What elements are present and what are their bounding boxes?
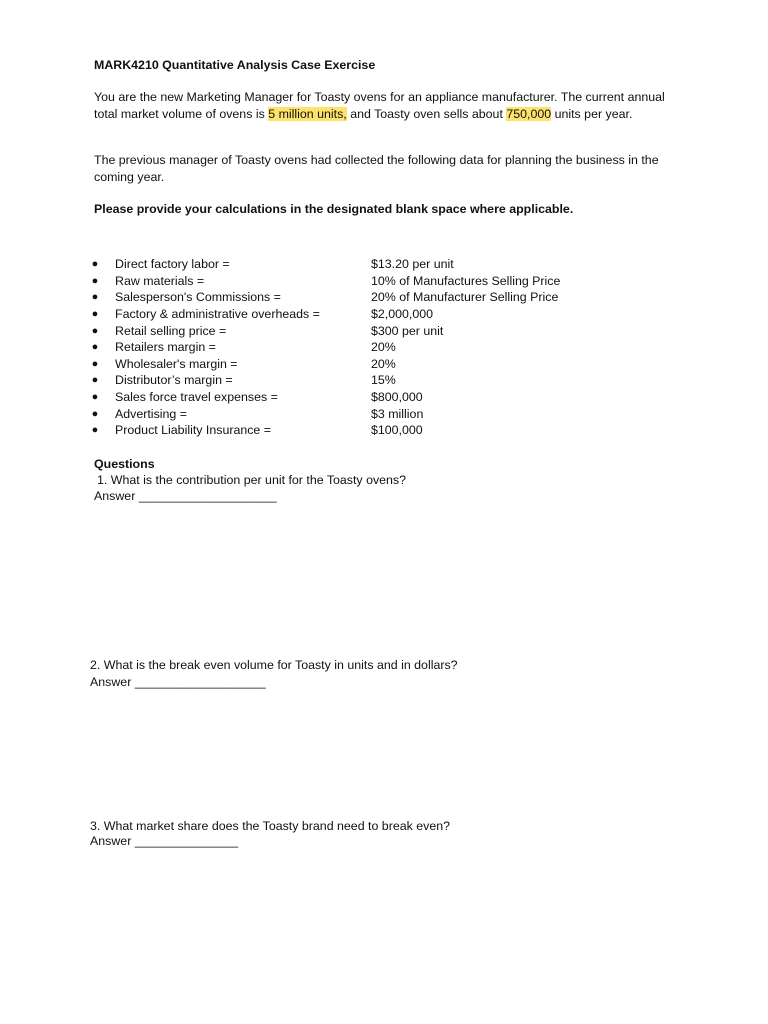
fact-label: Advertising =: [115, 406, 187, 421]
bullet-icon: ●: [91, 324, 99, 337]
list-item: [90, 389, 610, 406]
fact-label: Wholesaler's margin =: [115, 356, 238, 371]
highlight-annual-sales: 750,000: [506, 106, 552, 121]
highlight-market-volume: 5 million units,: [268, 106, 347, 121]
instruction-text: Please provide your calculations in the designated blank space where applicable.: [94, 202, 574, 216]
bullet-icon: ●: [91, 341, 99, 354]
fact-value: 20%: [371, 356, 396, 371]
intro-text-1: You are the new Marketing Manager for Toasty ovens for an appliance manufacturer. The current annual total market volume of ovens is: [94, 90, 665, 121]
list-item: [90, 356, 610, 373]
fact-value: 20%: [371, 340, 396, 355]
fact-label: Direct factory labor =: [115, 257, 230, 271]
list-item: [90, 372, 610, 389]
list-item: [90, 406, 610, 423]
question-2-answer-line[interactable]: Answer ___________________: [90, 675, 266, 689]
fact-label: Retailers margin =: [115, 340, 216, 355]
fact-label: Salesperson's Commissions =: [115, 290, 281, 305]
bullet-icon: ●: [91, 391, 99, 404]
fact-label: Factory & administrative overheads =: [115, 306, 320, 321]
fact-value: $2,000,000: [371, 306, 434, 321]
fact-value: $3 million: [371, 406, 424, 421]
list-item: [90, 289, 610, 306]
fact-label: Sales force travel expenses =: [115, 390, 278, 405]
fact-label: Raw materials =: [115, 273, 205, 288]
list-item: [90, 422, 610, 439]
list-item: [90, 339, 610, 356]
fact-label: Retail selling price =: [115, 323, 227, 338]
planning-data-list: [90, 256, 610, 439]
intro-text-2: and Toasty oven sells about: [346, 106, 507, 121]
intro-paragraph: [94, 89, 684, 122]
intro-text-3: units per year.: [551, 106, 633, 121]
document-title: MARK4210 Quantitative Analysis Case Exercise: [94, 58, 376, 72]
list-item: [90, 256, 610, 273]
bullet-icon: ●: [91, 424, 99, 437]
questions-heading: Questions: [94, 457, 155, 471]
question-1-text: 1. What is the contribution per unit for the Toasty ovens?: [97, 473, 407, 487]
bullet-icon: ●: [91, 357, 99, 370]
fact-value: $13.20 per unit: [371, 257, 454, 271]
bullet-icon: ●: [91, 407, 99, 420]
fact-value: 10% of Manufactures Selling Price: [371, 273, 561, 288]
fact-label: Product Liability Insurance =: [115, 423, 272, 438]
bullet-icon: ●: [91, 291, 99, 304]
fact-value: 20% of Manufacturer Selling Price: [371, 290, 559, 305]
question-3-text: 3. What market share does the Toasty brand need to break even?: [90, 819, 451, 833]
question-1-answer-line[interactable]: Answer ____________________: [94, 489, 277, 503]
fact-value: 15%: [371, 373, 396, 388]
bullet-icon: ●: [91, 374, 99, 387]
fact-value: $300 per unit: [371, 323, 444, 338]
fact-value: $800,000: [371, 390, 423, 405]
bullet-icon: ●: [91, 307, 99, 320]
question-3-answer-line[interactable]: Answer _______________: [90, 834, 239, 848]
fact-value: $100,000: [371, 423, 423, 438]
list-item: [90, 273, 610, 290]
fact-label: Distributor’s margin =: [115, 373, 233, 388]
question-2-text: 2. What is the break even volume for Toasty in units and in dollars?: [90, 658, 458, 672]
bullet-icon: ●: [91, 274, 99, 287]
list-item: [90, 306, 610, 323]
previous-manager-paragraph: The previous manager of Toasty ovens had collected the following data for planning the business in the coming year.: [94, 153, 659, 184]
bullet-icon: ●: [91, 258, 99, 270]
list-item: [90, 323, 610, 340]
